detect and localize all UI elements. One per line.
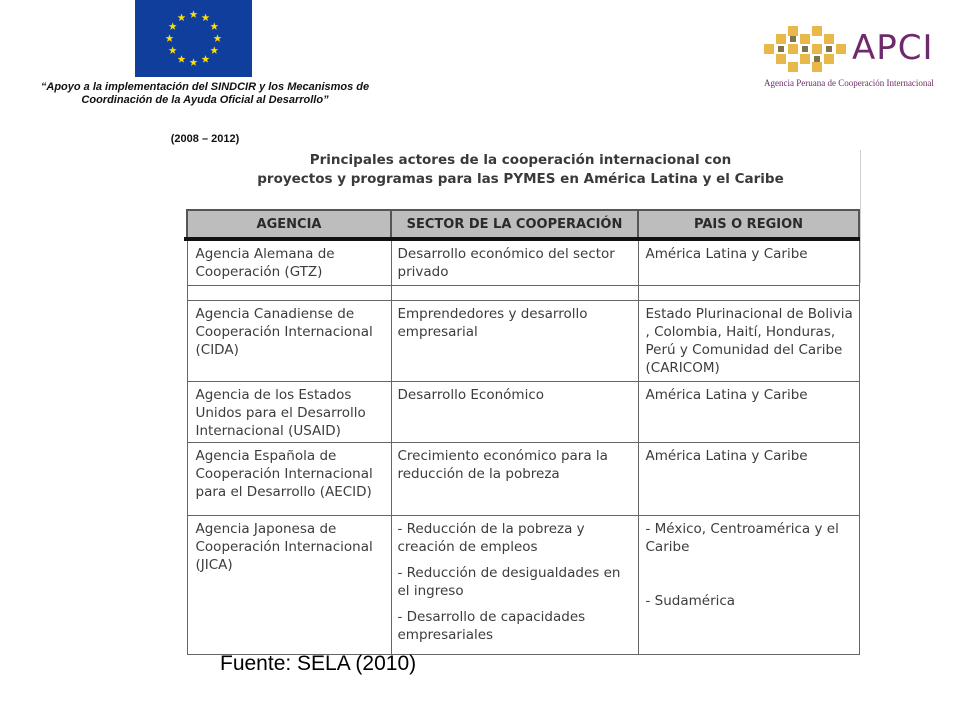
eu-star-icon bbox=[178, 14, 186, 22]
column-header-agency: AGENCIA bbox=[187, 210, 391, 240]
table-row bbox=[187, 240, 859, 286]
apci-pattern-icon bbox=[762, 26, 848, 78]
agency-cell: Agencia Canadiense de Cooperación Internacional (CIDA) bbox=[187, 301, 391, 382]
eu-star-icon bbox=[178, 55, 186, 63]
region-spacer bbox=[646, 564, 855, 592]
eu-star-icon bbox=[202, 14, 210, 22]
region-cell: América Latina y Caribe bbox=[638, 382, 859, 443]
apci-subtitle: Agencia Peruana de Cooperación Internacional bbox=[764, 78, 934, 88]
eu-star-icon bbox=[202, 55, 210, 63]
column-header-region: PAIS O REGION bbox=[638, 210, 859, 240]
table-row bbox=[187, 382, 859, 443]
sector-cell bbox=[391, 516, 638, 655]
eu-flag-icon bbox=[135, 0, 252, 77]
sector-cell: Crecimiento económico para la reducción de la pobreza bbox=[391, 443, 638, 516]
doc-border-right bbox=[860, 150, 861, 283]
project-years: (2008 – 2012) bbox=[170, 133, 240, 145]
sector-cell: Emprendedores y desarrollo empresarial bbox=[391, 301, 638, 382]
region-item: - México, Centroamérica y el Caribe bbox=[645, 521, 839, 555]
region-cell bbox=[638, 516, 859, 655]
eu-star-icon bbox=[190, 58, 198, 66]
source-caption: Fuente: SELA (2010) bbox=[220, 652, 417, 675]
table-row bbox=[187, 443, 859, 516]
sector-item: - Reducción de la pobreza y creación de empleos bbox=[397, 521, 585, 555]
sector-cell: Desarrollo económico del sector privado bbox=[391, 240, 638, 286]
region-cell: Estado Plurinacional de Bolivia , Colombia, Haití, Honduras, Perú y Comunidad del Caribe (CARICOM) bbox=[638, 301, 859, 382]
region-item: - Sudamérica bbox=[645, 593, 736, 609]
table-divider-line bbox=[184, 237, 860, 241]
table-row bbox=[187, 516, 859, 655]
project-caption: “Apoyo a la implementación del SINDCIR y los Mecanismos de Coordinación de la Ayuda Oficial al Desarrollo” bbox=[40, 81, 370, 106]
sector-item: - Desarrollo de capacidades empresariales bbox=[397, 609, 586, 643]
agency-cell: Agencia Española de Cooperación Internacional para el Desarrollo (AECID) bbox=[187, 443, 391, 516]
actors-table bbox=[186, 209, 860, 655]
eu-star-icon bbox=[169, 22, 177, 30]
region-cell: América Latina y Caribe bbox=[638, 443, 859, 516]
agency-cell: Agencia Alemana de Cooperación (GTZ) bbox=[187, 240, 391, 286]
eu-star-icon bbox=[214, 34, 222, 42]
agency-cell: Agencia de los Estados Unidos para el Desarrollo Internacional (USAID) bbox=[187, 382, 391, 443]
sector-cell: Desarrollo Económico bbox=[391, 382, 638, 443]
document-title-line-2: proyectos y programas para las PYMES en América Latina y el Caribe bbox=[257, 171, 784, 187]
column-header-sector: SECTOR DE LA COOPERACIÓN bbox=[391, 210, 638, 240]
apci-wordmark: APCI bbox=[852, 28, 934, 68]
eu-star-icon bbox=[169, 46, 177, 54]
document-title bbox=[179, 151, 862, 189]
agency-cell: Agencia Japonesa de Cooperación Internacional (JICA) bbox=[187, 516, 391, 655]
eu-star-icon bbox=[210, 46, 218, 54]
table-gap bbox=[187, 286, 859, 301]
region-cell: América Latina y Caribe bbox=[638, 240, 859, 286]
sector-item: - Reducción de desigualdades en el ingreso bbox=[397, 565, 621, 599]
table-header-row bbox=[187, 210, 859, 240]
table-row bbox=[187, 301, 859, 382]
eu-stars-circle bbox=[135, 0, 252, 77]
apci-logo bbox=[762, 22, 947, 94]
document-title-line-1: Principales actores de la cooperación internacional con bbox=[309, 152, 732, 168]
eu-star-icon bbox=[166, 34, 174, 42]
eu-star-icon bbox=[210, 22, 218, 30]
eu-star-icon bbox=[190, 10, 198, 18]
